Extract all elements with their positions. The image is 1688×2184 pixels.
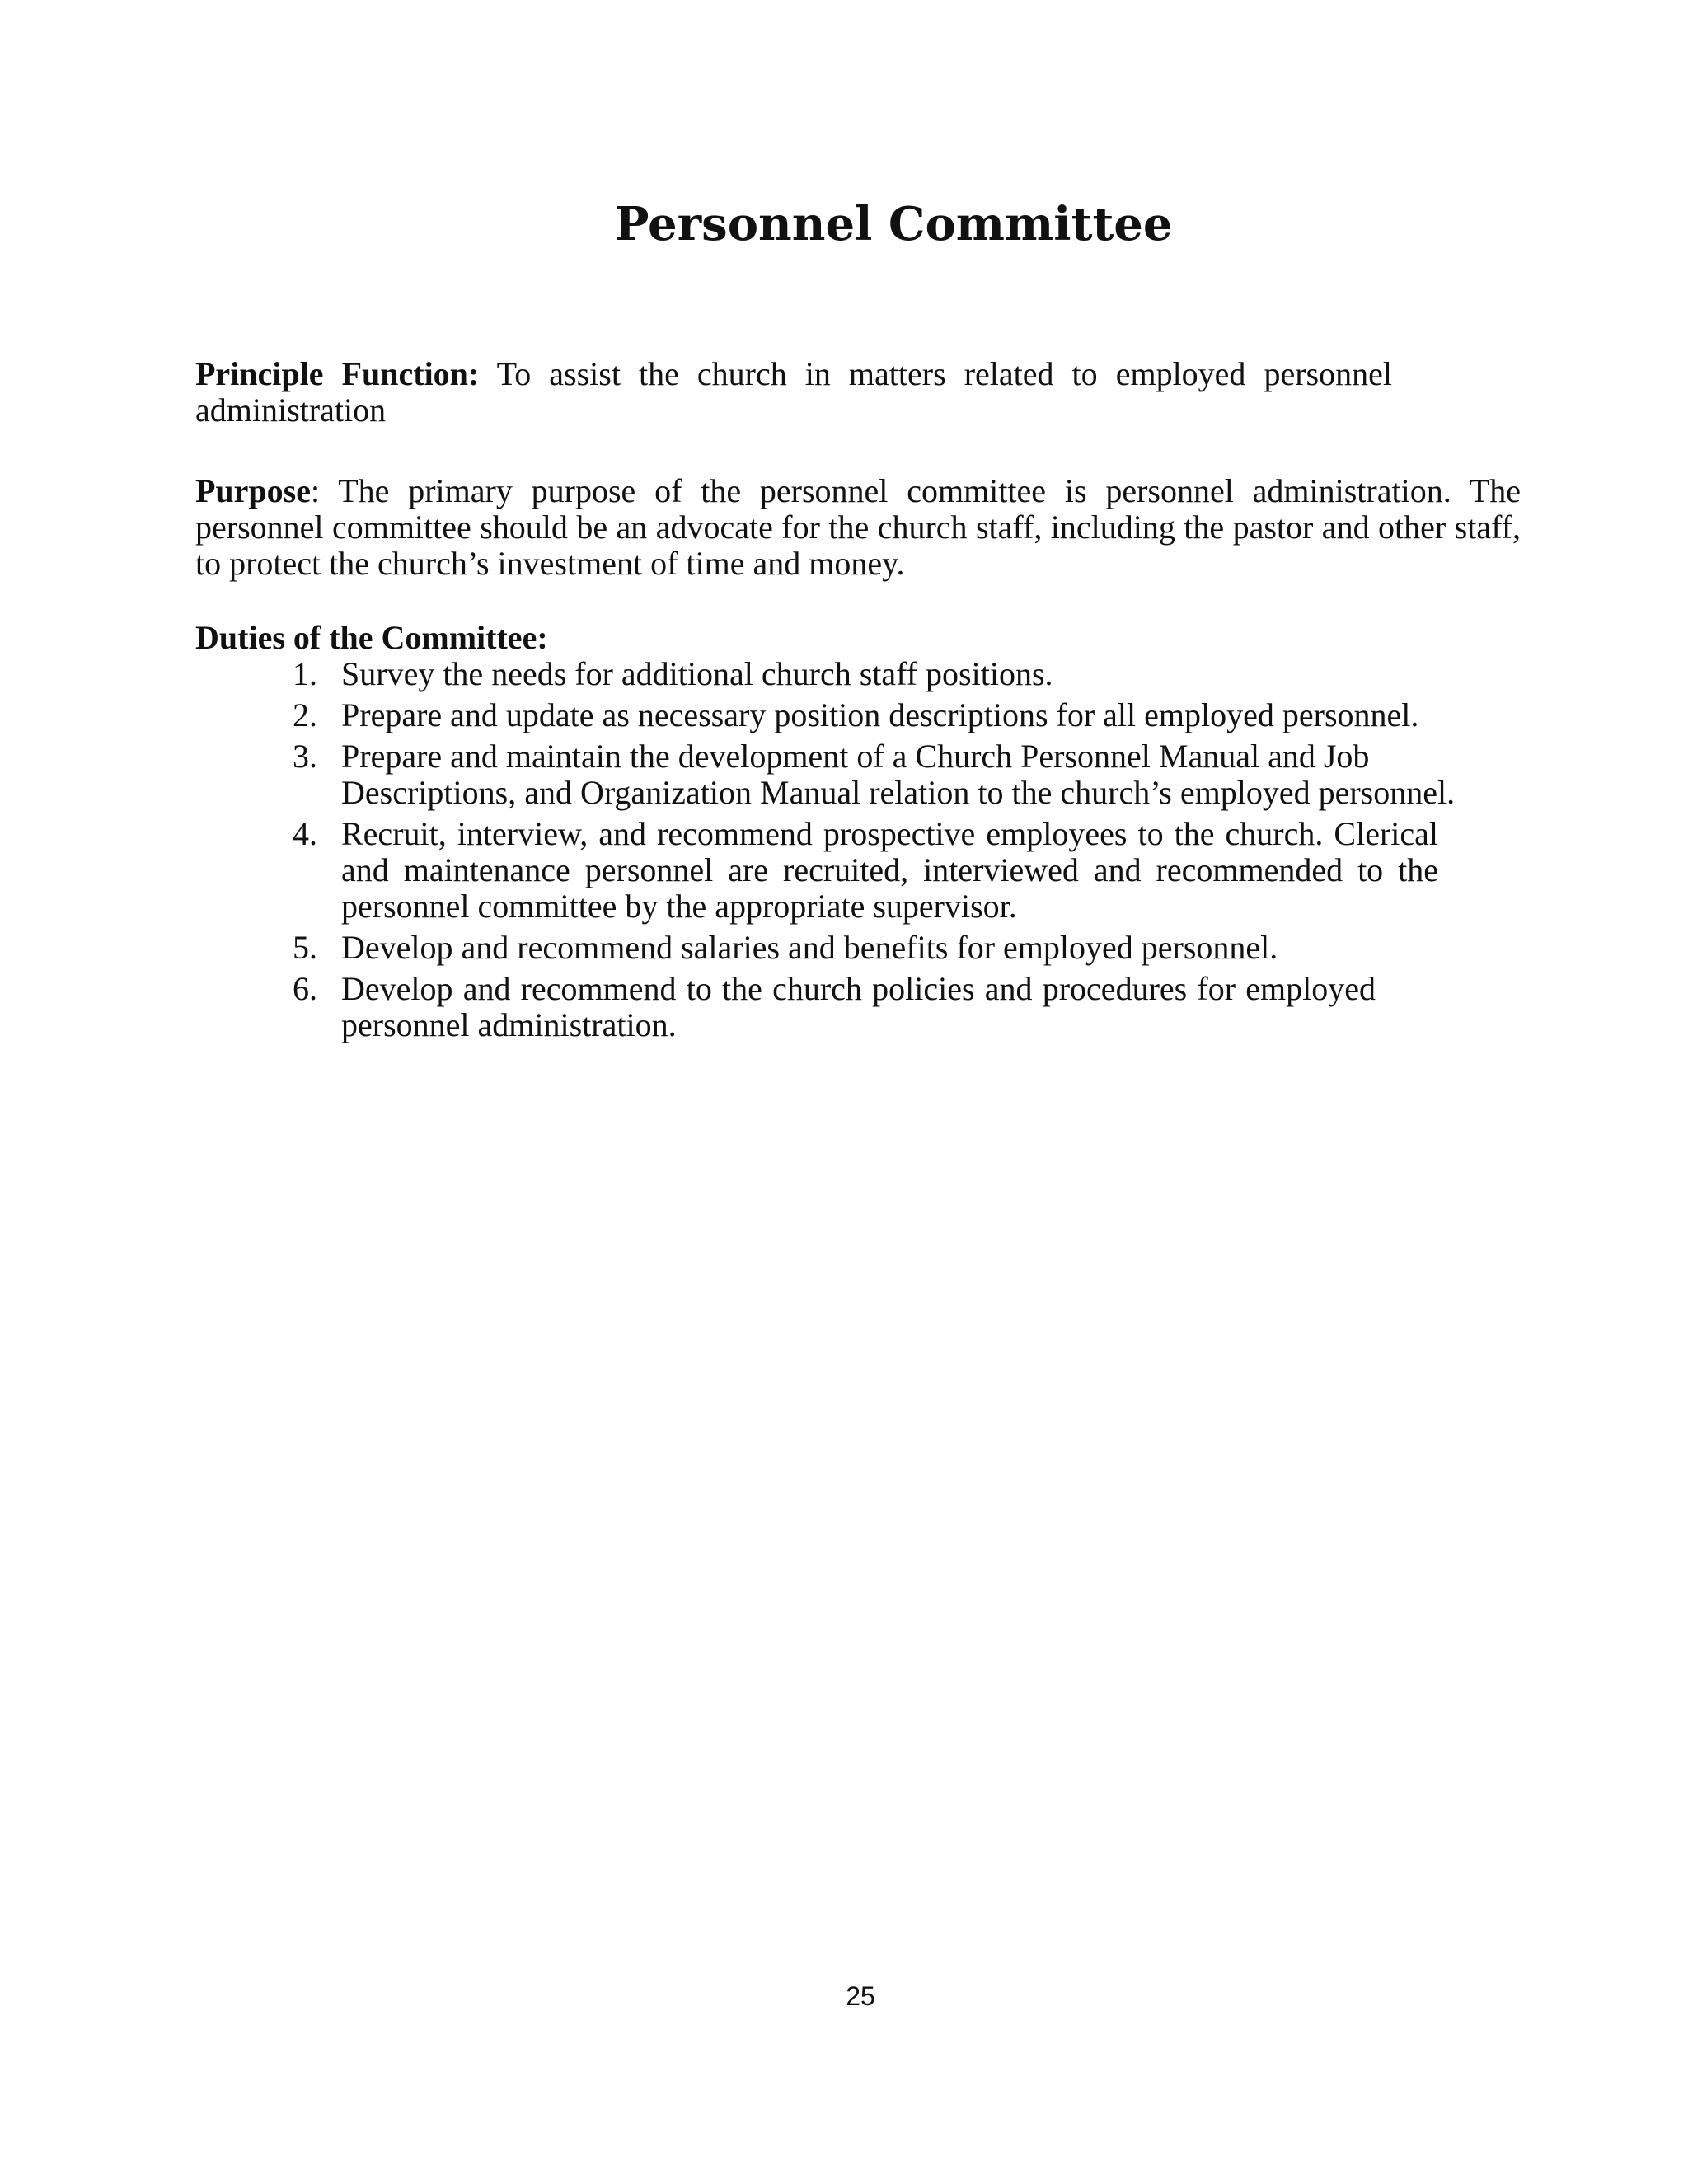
list-item xyxy=(195,930,1521,966)
list-item-text: Prepare and maintain the development of a Church Personnel Manual and Job Descriptions, and Organization Manual relation to the church’s employed personnel. xyxy=(341,738,1456,811)
list-item-number: 3. xyxy=(293,738,317,775)
list-item xyxy=(195,816,1438,925)
list-item xyxy=(195,971,1376,1043)
principle-function-paragraph xyxy=(195,356,1392,429)
purpose-paragraph xyxy=(195,473,1521,582)
list-item-text: Develop and recommend salaries and benefits for employed personnel. xyxy=(341,929,1278,966)
duties-list xyxy=(195,656,1521,1048)
purpose-label: Purpose xyxy=(195,472,311,509)
list-item-number: 1. xyxy=(293,655,317,692)
list-item xyxy=(195,738,1521,811)
list-item-number: 5. xyxy=(293,929,317,966)
principle-function-text: To assist the church in matters related to employed personnel administration xyxy=(195,355,1392,429)
page-title: Personnel Committee xyxy=(614,197,1173,251)
list-item-number: 2. xyxy=(293,696,317,733)
list-item-text: Develop and recommend to the church policies and procedures for employed personnel administration. xyxy=(341,970,1376,1043)
purpose-text: : The primary purpose of the personnel committee is personnel administration. The personnel committee should be an advocate for the church staff, including the pastor and other staff, to protect the church’s investment of time and money. xyxy=(195,472,1521,582)
principle-function-label: Principle Function: xyxy=(195,355,480,392)
list-item-number: 4. xyxy=(293,815,317,852)
list-item-number: 6. xyxy=(293,970,317,1007)
list-item-text: Recruit, interview, and recommend prospective employees to the church. Clerical and maintenance personnel are recruited, interviewed and recommended to the personnel committee by the appropriate supervisor. xyxy=(341,815,1438,925)
list-item xyxy=(195,656,1521,692)
page-number: 25 xyxy=(846,1981,875,2011)
list-item-text: Prepare and update as necessary position descriptions for all employed personnel. xyxy=(341,696,1419,733)
duties-heading: Duties of the Committee: xyxy=(195,619,548,656)
list-item-text: Survey the needs for additional church staff positions. xyxy=(341,655,1053,692)
list-item xyxy=(195,697,1521,733)
